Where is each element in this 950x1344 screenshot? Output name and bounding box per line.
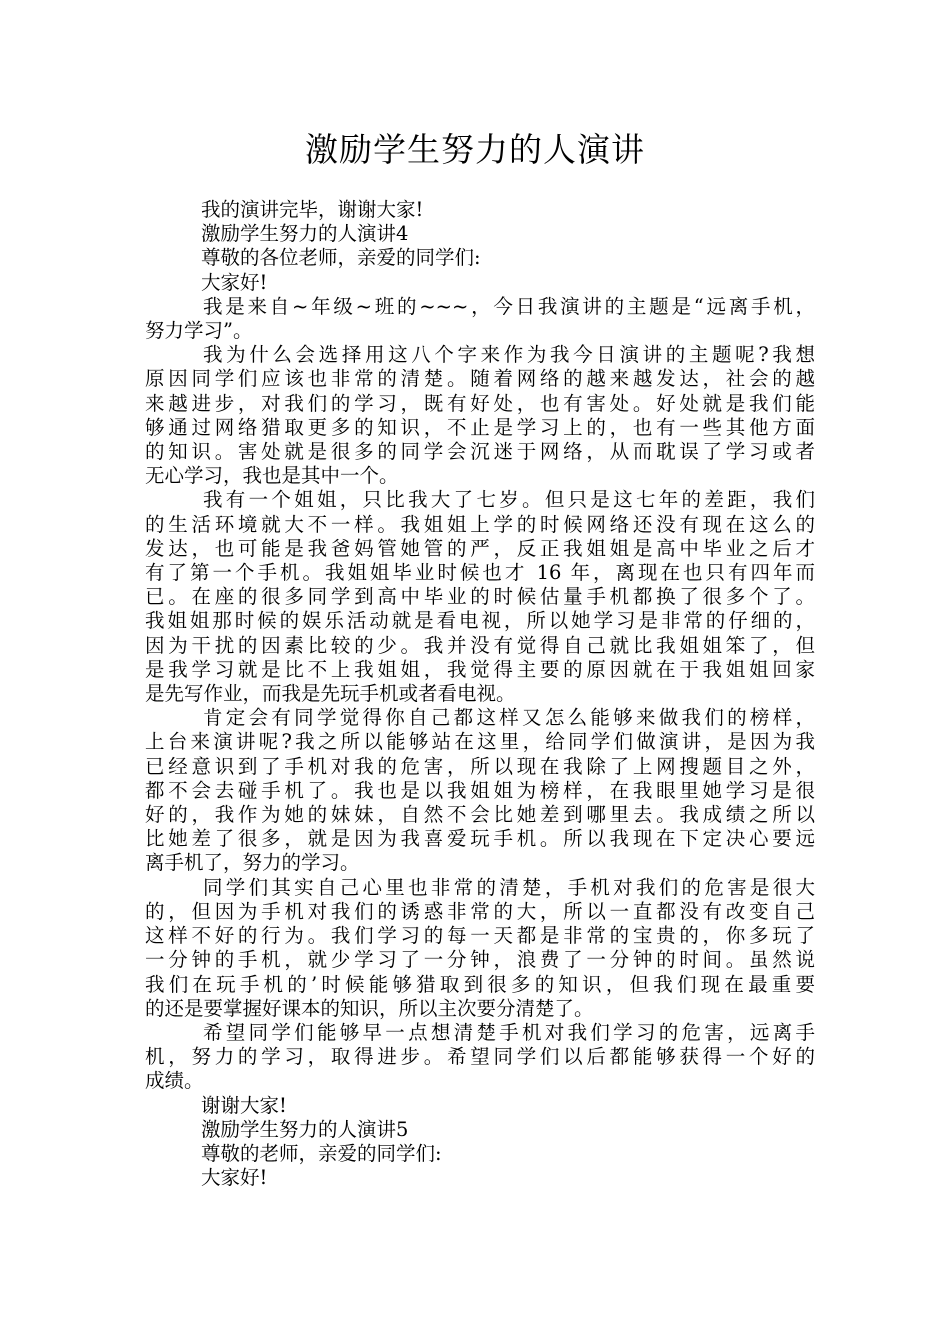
text-line: 是我学习就是比不上我姐姐，我觉得主要的原因就在于我姐姐回家 bbox=[145, 657, 815, 681]
text-line: 一分钟的手机，就少学习了一分钟，浪费了一分钟的时间。虽然说 bbox=[145, 948, 815, 972]
text-line: 成绩。 bbox=[145, 1069, 204, 1093]
document-title: 激励学生努力的人演讲 bbox=[305, 130, 645, 169]
text-line: 好的，我作为她的妹妹，自然不会比她差到哪里去。我成绩之所以 bbox=[145, 803, 815, 827]
text-line: 无心学习，我也是其中一个。 bbox=[145, 464, 399, 488]
text-line: 这样不好的行为。我们学习的每一天都是非常的宝贵的，你多玩了 bbox=[145, 924, 815, 948]
text-line: 我有一个姐姐，只比我大了七岁。但只是这七年的差距，我们 bbox=[203, 488, 815, 512]
text-line: 尊敬的老师，亲爱的同学们: bbox=[201, 1141, 442, 1165]
text-line: 因为干扰的因素比较的少。我并没有觉得自己就比我姐姐笨了，但 bbox=[145, 633, 815, 657]
text-line: 我为什么会选择用这八个字来作为我今日演讲的主题呢?我想 bbox=[203, 343, 815, 367]
text-line: 我的演讲完毕，谢谢大家! bbox=[201, 198, 424, 221]
text-line: 已。在座的很多同学到高中毕业的时候估量手机都换了很多个了。 bbox=[145, 585, 815, 609]
text-line: 原因同学们应该也非常的清楚。随着网络的越来越发达，社会的越 bbox=[145, 367, 815, 391]
text-line: 激励学生努力的人演讲4 bbox=[201, 222, 409, 246]
text-line: 上台来演讲呢?我之所以能够站在这里，给同学们做演讲，是因为我 bbox=[145, 730, 815, 754]
text-line: 发达，也可能是我爸妈管她管的严，反正我姐姐是高中毕业之后才 bbox=[145, 536, 815, 560]
document-body bbox=[145, 198, 815, 1190]
text-line: 同学们其实自己心里也非常的清楚，手机对我们的危害是很大 bbox=[203, 875, 815, 899]
text-line: 我姐姐那时候的娱乐活动就是看电视，所以她学习是非常的仔细的， bbox=[145, 609, 815, 633]
text-line: 比她差了很多，就是因为我喜爱玩手机。所以我现在下定决心要远 bbox=[145, 827, 815, 851]
text-line: 大家好! bbox=[201, 1166, 268, 1190]
text-line: 尊敬的各位老师，亲爱的同学们: bbox=[201, 246, 481, 270]
text-line: 的知识。害处就是很多的同学会沉迷于网络，从而耽误了学习或者 bbox=[145, 440, 815, 464]
text-line: 离手机了，努力的学习。 bbox=[145, 851, 360, 875]
text-line: 希望同学们能够早一点想清楚手机对我们学习的危害，远离手 bbox=[203, 1020, 815, 1044]
text-line: 我们在玩手机的’时候能够猎取到很多的知识，但我们现在最重要 bbox=[145, 972, 815, 996]
text-line: 的生活环境就大不一样。我姐姐上学的时候网络还没有现在这么的 bbox=[145, 512, 815, 536]
text-line: 机，努力的学习，取得进步。希望同学们以后都能够获得一个好的 bbox=[145, 1045, 815, 1069]
text-line: 是先写作业，而我是先玩手机或者看电视。 bbox=[145, 682, 516, 706]
text-line: 来越进步，对我们的学习，既有好处，也有害处。好处就是我们能 bbox=[145, 391, 815, 415]
text-line: 够通过网络猎取更多的知识，不止是学习上的，也有一些其他方面 bbox=[145, 415, 815, 439]
text-line: 已经意识到了手机对我的危害，所以现在我除了上网搜题目之外， bbox=[145, 754, 815, 778]
text-line: 大家好! bbox=[201, 270, 268, 294]
text-line: 努力学习”。 bbox=[145, 319, 253, 343]
text-line: 有了第一个手机。我姐姐毕业时候也才 16 年，离现在也只有四年而 bbox=[145, 561, 815, 585]
text-line: 我是来自~年级~班的~~~，今日我演讲的主题是“远离手机， bbox=[203, 294, 815, 318]
text-line: 谢谢大家! bbox=[201, 1093, 287, 1117]
text-line: 的，但因为手机对我们的诱惑非常的大，所以一直都没有改变自己 bbox=[145, 899, 815, 923]
text-line: 都不会去碰手机了。我也是以我姐姐为榜样，在我眼里她学习是很 bbox=[145, 778, 815, 802]
text-line: 激励学生努力的人演讲5 bbox=[201, 1117, 409, 1141]
text-line: 肯定会有同学觉得你自己都这样又怎么能够来做我们的榜样， bbox=[203, 706, 815, 730]
text-line: 的还是要掌握好课本的知识，所以主次要分清楚了。 bbox=[145, 996, 594, 1020]
